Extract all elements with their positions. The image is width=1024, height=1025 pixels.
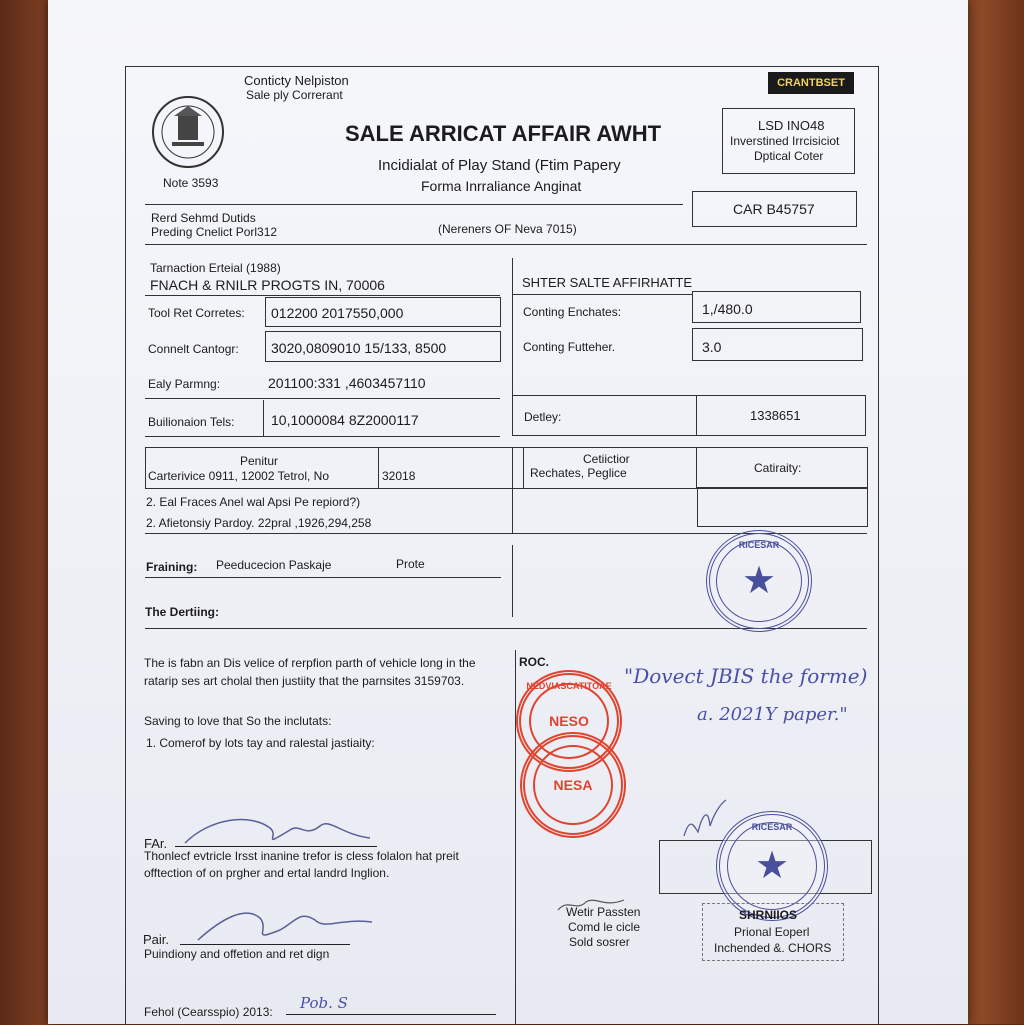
rule	[696, 447, 697, 488]
document-subtitle2: Forma Inrraliance Anginat	[421, 178, 582, 194]
para3-line2: offtection of on prgher and ertal landrd Inglion.	[144, 866, 390, 880]
id-box-line3: Dptical Coter	[754, 149, 824, 163]
header-seal	[150, 94, 226, 170]
row2-label: Connelt Cantogr:	[148, 342, 239, 356]
right-row2-label: Conting Futteher.	[523, 340, 616, 354]
document-subtitle1: Incidialat of Play Stand (Ftim Papery	[378, 157, 621, 174]
table-col3-head: Cetiictior	[583, 452, 630, 466]
table-line3: 2. Afietonsiy Pardoy. 22pral ,1926,294,258	[146, 516, 372, 530]
blue-stamp-lower-ring	[727, 822, 817, 910]
table-line2: 2. Eal Fraces Anel wal Apsi Pe repiord?)	[146, 495, 361, 509]
logo-badge	[768, 72, 854, 94]
blue-stamp-upper-text: RICESAR	[738, 540, 780, 550]
table-cell-empty	[697, 487, 868, 527]
row4-label: Builionaion Tels:	[148, 415, 235, 429]
table-col1-row: Carterivice 0911, 12002 Tetrol, No	[148, 469, 329, 483]
rule	[145, 398, 500, 399]
rule	[145, 436, 500, 437]
row4-value: 10,1000084 8Z2000117	[271, 412, 419, 428]
signature-1-line	[175, 846, 377, 847]
table-col1-head: Penitur	[240, 454, 279, 468]
rule	[512, 447, 513, 533]
para4: Puindiony and offetion and ret dign	[144, 947, 330, 961]
rule	[145, 577, 501, 578]
transaction-value: FNACH & RNILR PROGTS IN, 70006	[150, 277, 385, 293]
row3-label: Ealy Parmng:	[148, 377, 221, 391]
red-stamp-2	[520, 732, 626, 838]
rule	[515, 650, 516, 1024]
left-line2: Preding Cnelict Porl312	[151, 225, 278, 239]
right-row1-value: 1,/480.0	[702, 301, 753, 317]
sign-line3: Sold sosrer	[569, 935, 630, 949]
rule	[263, 400, 264, 436]
notary-line1: SHRNIIOS	[739, 908, 798, 922]
header-line1: Conticty Nelpiston	[244, 73, 349, 88]
table-col2-row: 32018	[382, 469, 416, 483]
sign-line1: Wetir Passten	[566, 905, 641, 919]
row2-value: 3020,0809010 15/133, 8500	[271, 340, 447, 356]
right-row3-label: Detley:	[524, 410, 562, 424]
signature-2-line	[180, 944, 350, 945]
right-row2-value: 3.0	[702, 339, 722, 355]
sign-line2: Comd le cicle	[568, 920, 641, 934]
rule	[145, 295, 500, 296]
handwritten-line2: a. 2021Y paper."	[697, 704, 848, 725]
rule	[512, 545, 513, 617]
para1-line1: The is fabn an Dis velice of rerpfion parth of vehicle long in the	[144, 656, 476, 670]
seal-caption: Note 3593	[163, 176, 219, 190]
document-title: SALE ARRICAT AFFAIR AWHT	[345, 121, 662, 146]
right-row3-value: 1338651	[750, 408, 801, 423]
notary-line2: Prional Eoperl	[734, 925, 810, 939]
car-number: CAR B45757	[733, 201, 815, 217]
row1-value: 012200 2017550,000	[271, 305, 404, 321]
row3-value: 201100:331 ,4603457110	[268, 375, 426, 391]
framing-value1: Peeducecion Paskaje	[216, 558, 332, 572]
notes-label: ROC.	[519, 655, 549, 669]
blue-stamp-lower-text: RICESAR	[751, 822, 793, 832]
logo-badge-text: CRANTBSET	[777, 77, 845, 89]
footer-text: Fehol (Cearsspio) 2013:	[144, 1005, 273, 1019]
rule	[378, 447, 379, 488]
table-col4-head: Catiraity:	[754, 461, 802, 475]
id-box-line1: LSD INO48	[758, 118, 825, 133]
center-note: (Nereners OF Neva 7015)	[438, 222, 577, 236]
red-stamp-2-text: NESA	[553, 777, 593, 793]
table-col3-row: Rechates, Peglice	[530, 466, 627, 480]
right-row3-box	[512, 395, 866, 436]
framing-label: Fraining:	[146, 560, 198, 574]
transaction-label: Tarnaction Erteial (1988)	[150, 261, 281, 275]
header-rule	[145, 204, 683, 205]
row1-label: Tool Ret Corretes:	[148, 306, 245, 320]
far-label: FAr.	[144, 836, 168, 851]
id-box-line2: Inverstined Irrcisiciot	[730, 134, 840, 148]
footer-signature: Pob. S	[300, 994, 348, 1012]
rule	[512, 294, 692, 295]
item1: 1. Comerof by lots tay and ralestal jastiaity:	[146, 736, 375, 750]
section-rule	[145, 244, 867, 245]
detail-label: The Dertiing:	[145, 605, 219, 619]
footer-sign-line	[286, 1014, 496, 1015]
notary-line3: Inchended &. CHORS	[714, 941, 832, 955]
pair-label: Pair.	[143, 932, 170, 947]
red-stamp-1-text: NESO	[549, 713, 589, 729]
signature-2	[190, 900, 380, 946]
red-stamp-1-ring-text: NEDVIASCATITOAE	[526, 681, 612, 691]
framing-value2: Prote	[396, 557, 425, 571]
red-stamp-2-ring	[533, 745, 613, 825]
left-line1: Rerd Sehmd Dutids	[151, 211, 256, 225]
right-title: SHTER SALTE AFFIRHATTE	[522, 275, 692, 290]
para3-line1: Thonlecf evtricle Irsst inanine trefor is cless folalon hat preit	[144, 849, 459, 863]
rule	[523, 447, 524, 488]
handwritten-line1: "Dovect JBIS the forme)	[624, 664, 868, 688]
right-row1-label: Conting Enchates:	[523, 305, 622, 319]
blue-stamp-upper-ring	[716, 540, 802, 622]
star-icon: ★	[741, 560, 777, 602]
header-line2: Sale ply Correrant	[246, 88, 343, 102]
para2: Saving to love that So the inclutats:	[144, 714, 332, 728]
star-icon: ★	[754, 845, 790, 887]
blue-stamp-upper	[706, 530, 812, 632]
para1-line2: ratarip ses art cholal then justiity that the parnsites 3159703.	[144, 674, 465, 688]
rule	[696, 395, 697, 435]
